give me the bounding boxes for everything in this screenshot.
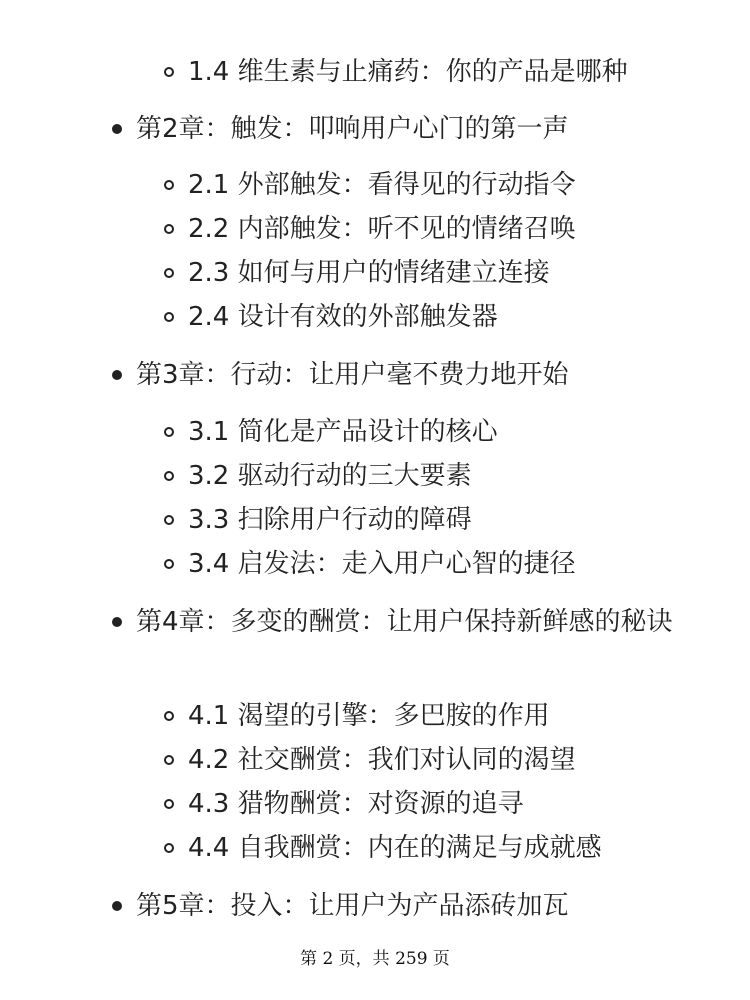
hollow-bullet-icon <box>164 843 174 853</box>
hollow-bullet-icon <box>164 755 174 765</box>
toc-subsection-entry: 4.3 猎物酬赏：对资源的追寻 <box>188 789 524 819</box>
hollow-bullet-icon <box>164 224 174 234</box>
hollow-bullet-icon <box>164 312 174 322</box>
filled-bullet-icon <box>112 901 122 911</box>
hollow-bullet-icon <box>164 471 174 481</box>
page-number-footer: 第 2 页，共 259 页 <box>300 949 450 969</box>
hollow-bullet-icon <box>164 515 174 525</box>
toc-subsection-entry: 3.3 扫除用户行动的障碍 <box>188 505 472 535</box>
filled-bullet-icon <box>112 124 122 134</box>
toc-subsection-entry: 2.3 如何与用户的情绪建立连接 <box>188 258 550 288</box>
hollow-bullet-icon <box>164 427 174 437</box>
toc-chapter-entry: 第2章：触发：叩响用户心门的第一声 <box>136 114 569 144</box>
filled-bullet-icon <box>112 370 122 380</box>
filled-bullet-icon <box>112 617 122 627</box>
toc-subsection-entry: 3.2 驱动行动的三大要素 <box>188 461 472 491</box>
toc-subsection-entry: 4.4 自我酬赏：内在的满足与成就感 <box>188 833 602 863</box>
toc-subsection-entry: 2.2 内部触发：听不见的情绪召唤 <box>188 214 576 244</box>
toc-subsection-entry: 1.4 维生素与止痛药：你的产品是哪种 <box>188 57 628 87</box>
hollow-bullet-icon <box>164 799 174 809</box>
toc-subsection-entry: 2.4 设计有效的外部触发器 <box>188 302 498 332</box>
hollow-bullet-icon <box>164 559 174 569</box>
toc-subsection-entry: 4.2 社交酬赏：我们对认同的渴望 <box>188 745 576 775</box>
toc-subsection-entry: 3.4 启发法：走入用户心智的捷径 <box>188 549 576 579</box>
hollow-bullet-icon <box>164 268 174 278</box>
toc-subsection-entry: 3.1 简化是产品设计的核心 <box>188 417 498 447</box>
toc-chapter-entry: 第4章：多变的酬赏：让用户保持新鲜感的秘诀 <box>136 607 673 637</box>
toc-subsection-entry: 4.1 渴望的引擎：多巴胺的作用 <box>188 701 550 731</box>
hollow-bullet-icon <box>164 67 174 77</box>
hollow-bullet-icon <box>164 711 174 721</box>
toc-chapter-entry: 第5章：投入：让用户为产品添砖加瓦 <box>136 891 569 921</box>
toc-chapter-entry: 第3章：行动：让用户毫不费力地开始 <box>136 360 569 390</box>
hollow-bullet-icon <box>164 180 174 190</box>
toc-subsection-entry: 2.1 外部触发：看得见的行动指令 <box>188 170 576 200</box>
